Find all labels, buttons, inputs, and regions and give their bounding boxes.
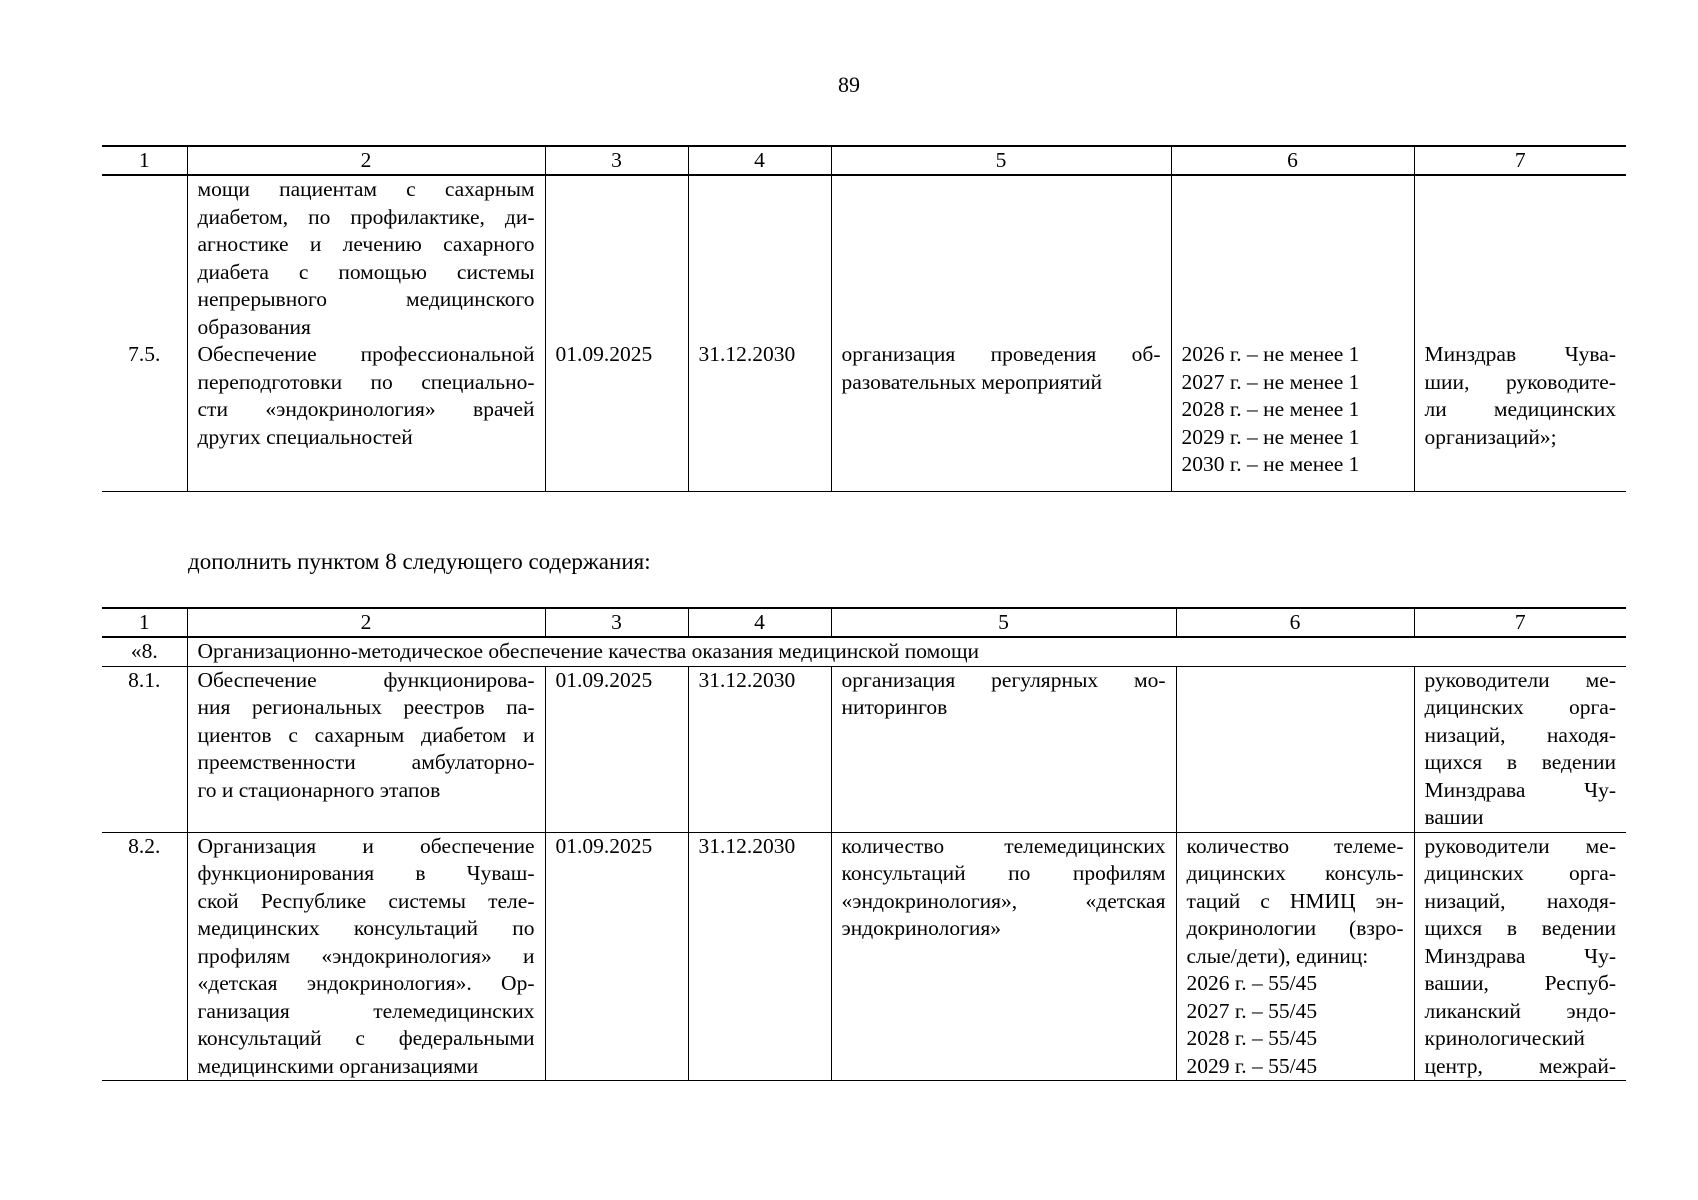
column-number: 3	[545, 608, 688, 637]
table-row-7-5	[102, 341, 1626, 491]
indicator-cell: количество телемедицинских консультаций по профилям «эндокринология», «детская эндокринология»	[831, 832, 1176, 1081]
values-cell: количество телеме- дицинских консуль- таций с НМИЦ эн- докринологии (взро- слые/дети), единиц: 2026 г. – 55/45 2027 г. – 55/45 2028 г. – 55/45 2029 г. – 55/45	[1176, 832, 1414, 1081]
indicator-cell: организация регулярных мо- ниторингов	[831, 666, 1176, 832]
responsible-cell: руководители ме- дицинских орга- низаций, находя- щихся в ведении Минздрава Чу- вашии	[1414, 666, 1626, 832]
end-date: 31.12.2030	[688, 832, 831, 1081]
column-number-row	[102, 608, 1626, 637]
table-row-8-1	[102, 666, 1626, 832]
column-number: 4	[688, 608, 831, 637]
section-row-8	[102, 637, 1626, 666]
responsible-cell: Минздрав Чува- шии, руководите- ли медицинских организаций»;	[1414, 341, 1626, 491]
column-number: 7	[1414, 146, 1626, 175]
section-title: Организационно-методическое обеспечение качества оказания медицинской помощи	[187, 637, 1626, 666]
row-number: 8.1.	[102, 666, 187, 832]
values-cell: 2026 г. – не менее 1 2027 г. – не менее 1 2028 г. – не менее 1 2029 г. – не менее 1 2030 г. – не менее 1	[1171, 341, 1414, 491]
end-date: 31.12.2030	[688, 341, 831, 491]
responsible-cell: руководители ме- дицинских орга- низаций, находя- щихся в ведении Минздрава Чу- вашии, Респуб- ликанский эндо- кринологический центр, межрай-	[1414, 832, 1626, 1081]
table-2	[102, 607, 1626, 1081]
table-row-continuation	[102, 175, 1626, 341]
column-number: 5	[831, 608, 1176, 637]
column-number: 1	[102, 608, 187, 637]
column-number: 6	[1176, 608, 1414, 637]
column-number: 3	[545, 146, 688, 175]
activity-cell: мощи пациентам с сахарным диабетом, по профилактике, ди- агностике и лечению сахарного диабета с помощью системы непрерывного медицинского образования	[187, 175, 545, 341]
activity-cell: Обеспечение профессиональной переподготовки по специально- сти «эндокринология» врачей других специальностей	[187, 341, 545, 491]
column-number: 2	[187, 146, 545, 175]
activity-cell: Обеспечение функционирова- ния региональных реестров па- циентов с сахарным диабетом и преемственности амбулаторно- го и стационарного этапов	[187, 666, 545, 832]
end-date: 31.12.2030	[688, 666, 831, 832]
row-number: 8.2.	[102, 832, 187, 1081]
column-number: 7	[1414, 608, 1626, 637]
table-row-8-2	[102, 832, 1626, 1081]
column-number-row	[102, 146, 1626, 175]
table-1	[102, 145, 1626, 492]
row-number: 7.5.	[102, 341, 187, 491]
column-number: 5	[831, 146, 1171, 175]
column-number: 1	[102, 146, 187, 175]
column-number: 2	[187, 608, 545, 637]
start-date: 01.09.2025	[545, 666, 688, 832]
start-date: 01.09.2025	[545, 832, 688, 1081]
column-number: 6	[1171, 146, 1414, 175]
intro-text: дополнить пунктом 8 следующего содержания:	[188, 549, 651, 574]
column-number: 4	[688, 146, 831, 175]
row-number: «8.	[102, 637, 187, 666]
values-cell	[1176, 666, 1414, 832]
indicator-cell: организация проведения об- разовательных мероприятий	[831, 341, 1171, 491]
start-date: 01.09.2025	[545, 341, 688, 491]
page-number: 89	[838, 72, 860, 97]
activity-cell: Организация и обеспечение функционирования в Чуваш- ской Республике системы теле- медицинских консультаций по профилям «эндокринология» и «детская эндокринология». Ор- ганизация телемедицинских консультаций с федеральными медицинскими организациями	[187, 832, 545, 1081]
